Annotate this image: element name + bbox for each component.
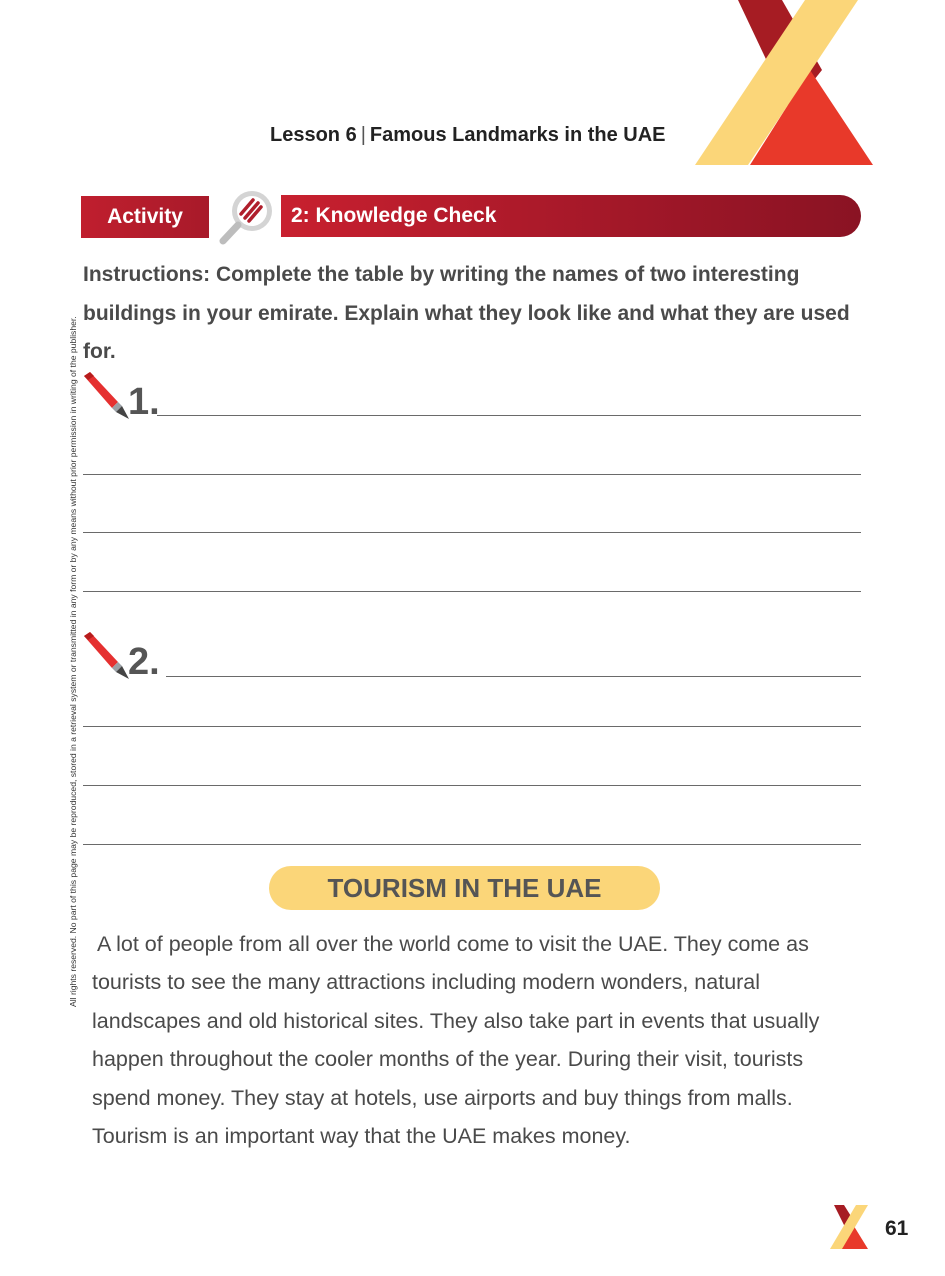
answer-1-line-2[interactable] bbox=[83, 474, 861, 475]
answer-1-line-1[interactable] bbox=[157, 415, 861, 416]
answer-2-line-1[interactable] bbox=[166, 676, 861, 677]
answer-2-line-2[interactable] bbox=[83, 726, 861, 727]
answer-1-number: 1. bbox=[128, 381, 160, 423]
tourism-heading: TOURISM IN THE UAE bbox=[269, 866, 660, 910]
corner-decoration bbox=[690, 0, 945, 170]
answer-1-line-4[interactable] bbox=[83, 591, 861, 592]
lesson-name: Famous Landmarks in the UAE bbox=[369, 124, 666, 146]
footer-logo bbox=[828, 1205, 872, 1251]
instructions-text: Instructions: Complete the table by writing the names of two interesting buildings in your emirate. Explain what they look like and what they are used for. bbox=[83, 263, 850, 363]
tourism-body-text bbox=[92, 925, 867, 1155]
answer-2-line-3[interactable] bbox=[83, 785, 861, 786]
answer-2-line-4[interactable] bbox=[83, 844, 861, 845]
page-number: 61 bbox=[885, 1217, 909, 1240]
title-separator: | bbox=[360, 124, 366, 146]
magnifier-icon bbox=[216, 187, 276, 247]
activity-tab: Activity bbox=[81, 196, 209, 238]
pencil-icon bbox=[80, 630, 130, 680]
copyright-notice: All rights reserved. No part of this page may be reproduced, stored in a retrieval system or transmitted in any form or by any means without prior permission in writing of the publisher. bbox=[68, 316, 78, 1007]
lesson-label: Lesson 6 bbox=[270, 124, 357, 146]
answer-2-number: 2. bbox=[128, 641, 160, 683]
lesson-title bbox=[270, 124, 666, 147]
pencil-icon bbox=[80, 370, 130, 420]
answer-1-line-3[interactable] bbox=[83, 532, 861, 533]
activity-banner: 2: Knowledge Check bbox=[281, 195, 861, 237]
tourism-paragraph: A lot of people from all over the world come to visit the UAE. They come as tourists to see the many attractions including modern wonders, natural landscapes and old historical sites. They also take part in events that usually happen throughout the cooler months of the year. During their visit, tourists spend money. They stay at hotels, use airports and buy things from malls. Tourism is an important way that the UAE makes money. bbox=[92, 932, 820, 1149]
